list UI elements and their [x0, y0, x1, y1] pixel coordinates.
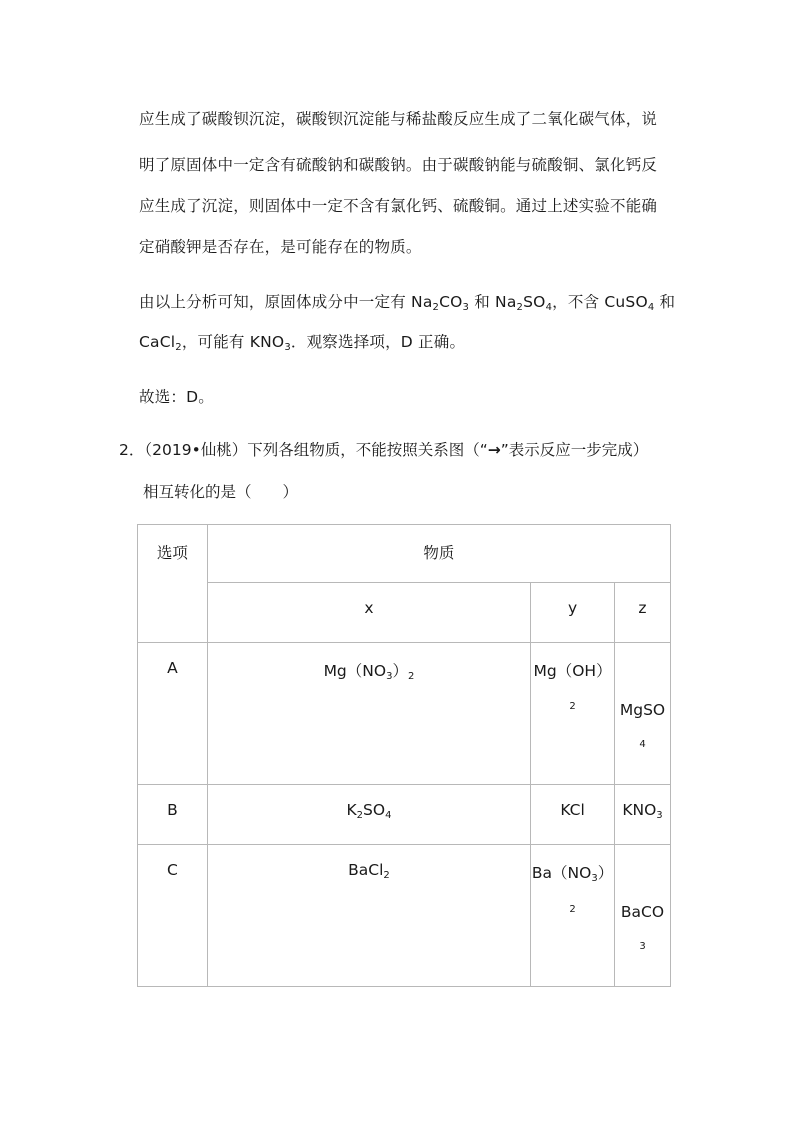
subscript: 4	[647, 302, 655, 313]
header-option	[138, 525, 208, 643]
subscript: 2	[432, 302, 440, 313]
header-substance	[207, 525, 670, 583]
arrow-icon: →	[487, 441, 501, 459]
subscript: 2	[407, 671, 415, 682]
y-cell	[531, 785, 615, 845]
subscript: 3	[591, 873, 598, 884]
summary-text: SO	[523, 293, 546, 311]
header-z-label: z	[638, 599, 647, 617]
x-formula	[208, 785, 530, 821]
question-source: （2019•仙桃）	[144, 441, 248, 459]
subscript: 3	[386, 671, 393, 682]
formula-text: KCl	[560, 801, 585, 819]
formula-text: ）	[597, 864, 614, 882]
formula-text: BaCO	[620, 903, 665, 921]
x-cell	[207, 845, 530, 987]
answer-line: 故选：D。	[139, 388, 214, 406]
header-y-label: y	[567, 599, 578, 617]
y-cell	[531, 643, 615, 785]
subscript: 2	[356, 810, 364, 821]
header-x	[207, 583, 530, 643]
subscript: 2	[175, 342, 182, 353]
header-z	[615, 583, 671, 643]
z-formula	[615, 785, 670, 821]
analysis-line-3: 应生成了沉淀，则固体中一定不含有氯化钙、硫酸铜。通过上述实验不能确	[139, 197, 658, 215]
summary-text: ，可能有 KNO	[181, 333, 285, 351]
summary-text: 由以上分析可知，原固体成分中一定有 Na	[139, 293, 433, 311]
question-number: 2．	[119, 441, 145, 459]
z-formula	[615, 643, 670, 750]
subscript: 3	[284, 342, 291, 353]
analysis-line-4: 定硝酸钾是否存在，是可能存在的物质。	[139, 238, 422, 256]
option-label: B	[167, 801, 178, 819]
options-table	[137, 524, 671, 987]
subscript: 2	[569, 904, 576, 915]
summary-text: CO	[439, 293, 463, 311]
formula-text: ）	[392, 662, 408, 680]
formula-text: Ba（NO	[531, 864, 592, 882]
question-header	[119, 438, 648, 460]
option-cell	[138, 845, 208, 987]
table-row	[138, 845, 671, 987]
subscript: 2	[516, 302, 524, 313]
table-row	[138, 785, 671, 845]
z-cell	[615, 845, 671, 987]
formula-text: MgSO	[619, 701, 666, 719]
z-formula	[615, 845, 670, 952]
analysis-summary-line-1	[139, 290, 675, 313]
header-substance-label: 物质	[423, 544, 455, 562]
subscript: 3	[656, 810, 663, 821]
z-cell	[615, 643, 671, 785]
subscript: 2	[569, 701, 576, 712]
summary-text: ，不含 CuSO	[552, 293, 648, 311]
formula-text: KNO	[622, 801, 657, 819]
subscript: 3	[639, 941, 646, 952]
summary-text: ．观察选择项，D 正确。	[290, 333, 466, 351]
summary-text: CaCl	[139, 333, 176, 351]
x-formula	[208, 845, 530, 881]
formula-text: BaCl	[348, 861, 384, 879]
analysis-line-1: 应生成了碳酸钡沉淀，碳酸钡沉淀能与稀盐酸反应生成了二氧化碳气体，说	[139, 110, 658, 128]
option-label: C	[167, 861, 178, 879]
subscript: 4	[385, 810, 392, 821]
x-cell	[207, 643, 530, 785]
formula-text: K	[346, 801, 357, 819]
y-formula	[531, 643, 614, 712]
y-formula	[531, 845, 614, 915]
question-text: ”表示反应一步完成）	[500, 441, 649, 459]
analysis-line-2: 明了原固体中一定含有硫酸钠和碳酸钠。由于碳酸钠能与硫酸铜、氯化钙反	[139, 156, 658, 174]
x-cell	[207, 785, 530, 845]
summary-text: 和 Na	[469, 293, 517, 311]
formula-text: Mg（NO	[323, 662, 387, 680]
subscript: 4	[545, 302, 553, 313]
header-x-label: x	[364, 599, 374, 617]
option-cell	[138, 643, 208, 785]
table-row	[138, 643, 671, 785]
subscript: 2	[383, 870, 390, 881]
formula-text: Mg（OH）	[533, 662, 612, 680]
option-label: A	[167, 659, 178, 677]
y-cell	[531, 845, 615, 987]
formula-text: SO	[363, 801, 386, 819]
option-cell	[138, 785, 208, 845]
x-formula	[208, 643, 530, 682]
subscript: 3	[462, 302, 470, 313]
analysis-summary-line-2	[139, 330, 465, 353]
summary-text: 和	[654, 293, 676, 311]
question-text: 下列各组物质，不能按照关系图（“	[247, 441, 488, 459]
header-option-label: 选项	[156, 544, 188, 562]
subscript: 4	[639, 739, 646, 750]
header-y	[531, 583, 615, 643]
question-text-line-2: 相互转化的是（ ）	[143, 483, 299, 501]
z-cell	[615, 785, 671, 845]
